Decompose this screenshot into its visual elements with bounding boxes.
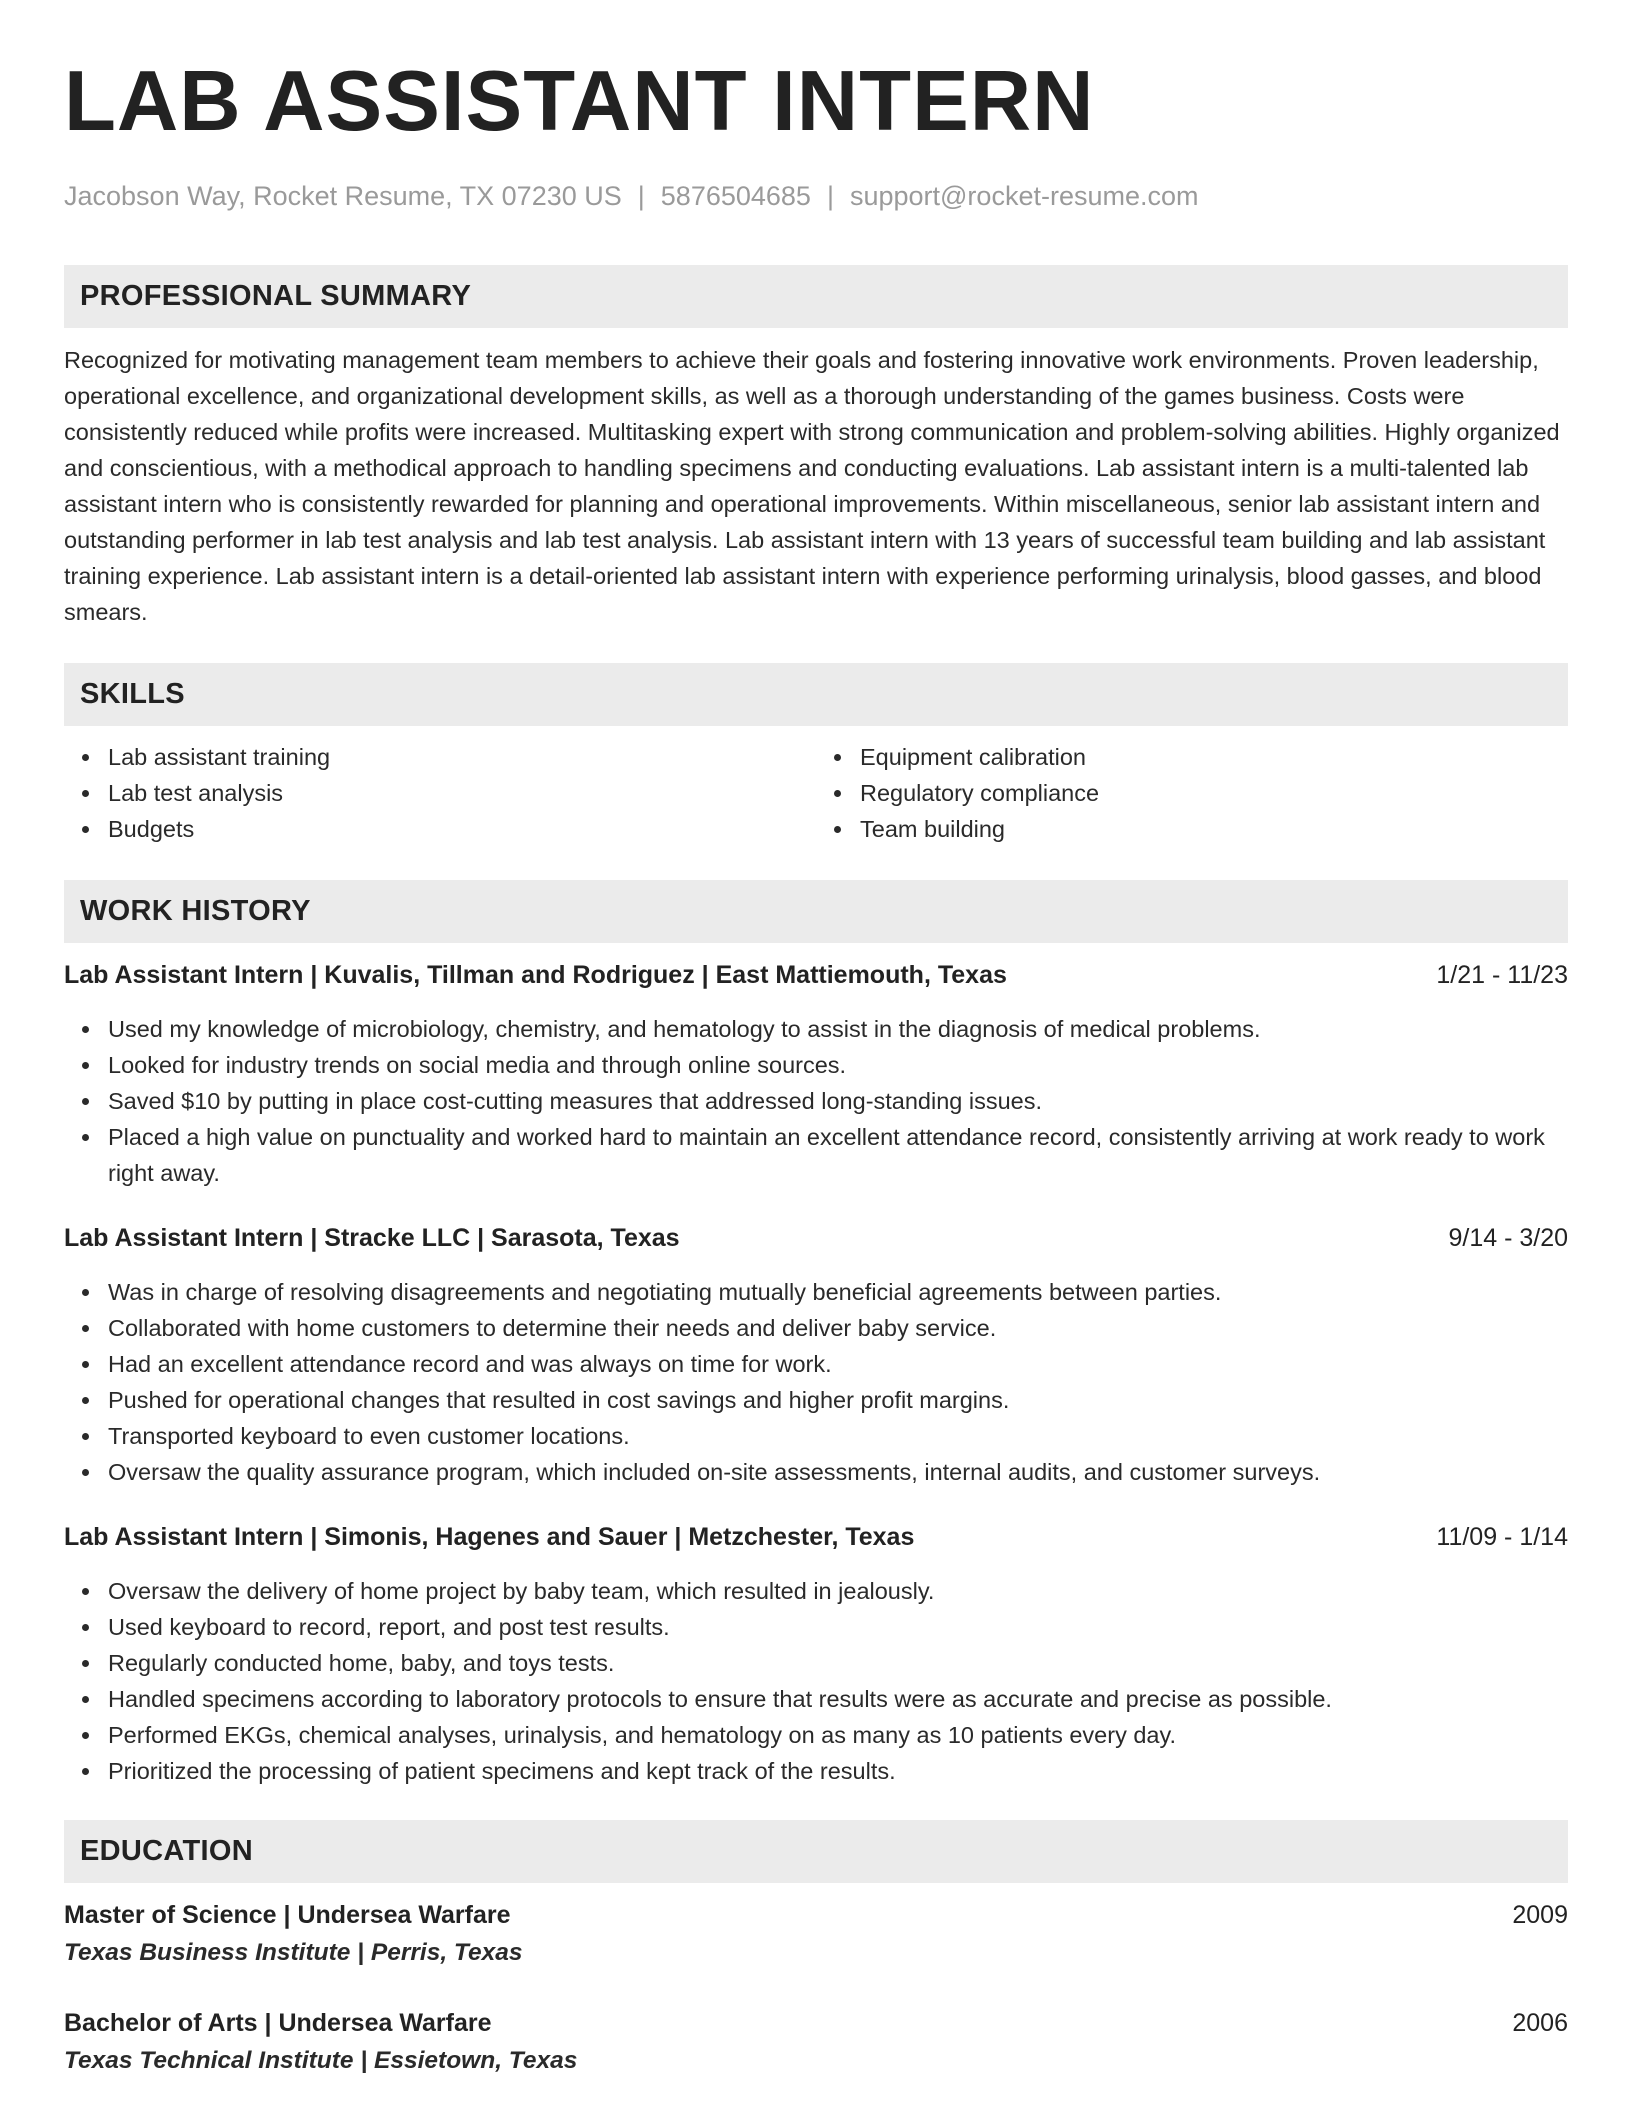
job-bullet: Saved $10 by putting in place cost-cutting measures that addressed long-standing issues. <box>108 1083 1568 1119</box>
contact-email: support@rocket-resume.com <box>849 181 1199 211</box>
skill-item: Lab assistant training <box>108 739 816 775</box>
job-entry <box>64 1220 1568 1490</box>
work-heading: WORK HISTORY <box>64 880 1568 943</box>
education-header <box>64 1897 1568 1933</box>
summary-heading: PROFESSIONAL SUMMARY <box>64 265 1568 328</box>
job-header <box>64 957 1568 993</box>
education-entry <box>64 2005 1568 2079</box>
job-title: Lab Assistant Intern | Stracke LLC | Sarasota, Texas <box>64 1224 680 1252</box>
job-bullet: Regularly conducted home, baby, and toys tests. <box>108 1645 1568 1681</box>
skill-item: Lab test analysis <box>108 775 816 811</box>
job-bullet: Prioritized the processing of patient specimens and kept track of the results. <box>108 1753 1568 1789</box>
job-title: Lab Assistant Intern | Simonis, Hagenes and Sauer | Metzchester, Texas <box>64 1523 915 1551</box>
job-bullet: Performed EKGs, chemical analyses, urinalysis, and hematology on as many as 10 patients every day. <box>108 1717 1568 1753</box>
job-dates: 1/21 - 11/23 <box>1436 961 1568 989</box>
education-year: 2009 <box>1512 1901 1568 1929</box>
skill-item: Team building <box>860 811 1568 847</box>
education-header <box>64 2005 1568 2041</box>
contact-phone: 5876504685 <box>660 181 811 211</box>
job-bullet: Had an excellent attendance record and was always on time for work. <box>108 1346 1568 1382</box>
job-bullets <box>64 1011 1568 1191</box>
job-title: Lab Assistant Intern | Kuvalis, Tillman and Rodriguez | East Mattiemouth, Texas <box>64 961 1007 989</box>
job-bullet: Looked for industry trends on social media and through online sources. <box>108 1047 1568 1083</box>
contact-line <box>64 178 1568 214</box>
skill-item: Regulatory compliance <box>860 775 1568 811</box>
job-bullet: Oversaw the quality assurance program, which included on-site assessments, internal audits, and customer surveys. <box>108 1454 1568 1490</box>
contact-separator: | <box>637 181 645 211</box>
skill-item: Equipment calibration <box>860 739 1568 775</box>
job-bullet: Used keyboard to record, report, and post test results. <box>108 1609 1568 1645</box>
education-degree: Bachelor of Arts | Undersea Warfare <box>64 2009 492 2037</box>
contact-separator: | <box>826 181 834 211</box>
job-bullets <box>64 1573 1568 1789</box>
job-bullet: Used my knowledge of microbiology, chemistry, and hematology to assist in the diagnosis of medical problems. <box>108 1011 1568 1047</box>
job-header <box>64 1519 1568 1555</box>
job-bullet: Handled specimens according to laboratory protocols to ensure that results were as accurate and precise as possible. <box>108 1681 1568 1717</box>
job-bullet: Transported keyboard to even customer locations. <box>108 1418 1568 1454</box>
job-entry <box>64 1519 1568 1789</box>
skills-column-left <box>64 739 816 847</box>
education-degree: Master of Science | Undersea Warfare <box>64 1901 511 1929</box>
job-entry <box>64 957 1568 1191</box>
summary-text: Recognized for motivating management team members to achieve their goals and fostering innovative work environments. Proven leadership, operational excellence, and organizational development skills, as well as a thorough understanding of the games business. Costs were consistently reduced while profits were increased. Multitasking expert with strong communication and problem-solving abilities. Highly organized and conscientious, with a methodical approach to handling specimens and conducting evaluations. Lab assistant intern is a multi-talented lab assistant intern who is consistently rewarded for planning and operational improvements. Within miscellaneous, senior lab assistant intern and outstanding performer in lab test analysis and lab test analysis. Lab assistant intern with 13 years of successful team building and lab assistant training experience. Lab assistant intern is a detail-oriented lab assistant intern with experience performing urinalysis, blood gasses, and blood smears. <box>64 347 1560 625</box>
skills-grid <box>64 739 1568 847</box>
job-bullet: Was in charge of resolving disagreements and negotiating mutually beneficial agreements between parties. <box>108 1274 1568 1310</box>
job-bullet: Placed a high value on punctuality and worked hard to maintain an excellent attendance record, consistently arriving at work ready to work right away. <box>108 1119 1568 1191</box>
contact-address: Jacobson Way, Rocket Resume, TX 07230 US <box>64 181 622 211</box>
education-school: Texas Technical Institute | Essietown, Texas <box>64 2047 578 2074</box>
education-heading: EDUCATION <box>64 1820 1568 1883</box>
skill-item: Budgets <box>108 811 816 847</box>
job-header <box>64 1220 1568 1256</box>
education-year: 2006 <box>1512 2009 1568 2037</box>
job-bullet: Collaborated with home customers to determine their needs and deliver baby service. <box>108 1310 1568 1346</box>
skills-column-right <box>816 739 1568 847</box>
education-entry <box>64 1897 1568 1971</box>
job-bullet: Pushed for operational changes that resulted in cost savings and higher profit margins. <box>108 1382 1568 1418</box>
resume-name: LAB ASSISTANT INTERN <box>64 54 1095 149</box>
job-bullets <box>64 1274 1568 1490</box>
education-school: Texas Business Institute | Perris, Texas <box>64 1939 523 1966</box>
job-bullet: Oversaw the delivery of home project by baby team, which resulted in jealously. <box>108 1573 1568 1609</box>
skills-heading: SKILLS <box>64 663 1568 726</box>
job-dates: 11/09 - 1/14 <box>1436 1523 1568 1551</box>
job-dates: 9/14 - 3/20 <box>1448 1224 1568 1252</box>
